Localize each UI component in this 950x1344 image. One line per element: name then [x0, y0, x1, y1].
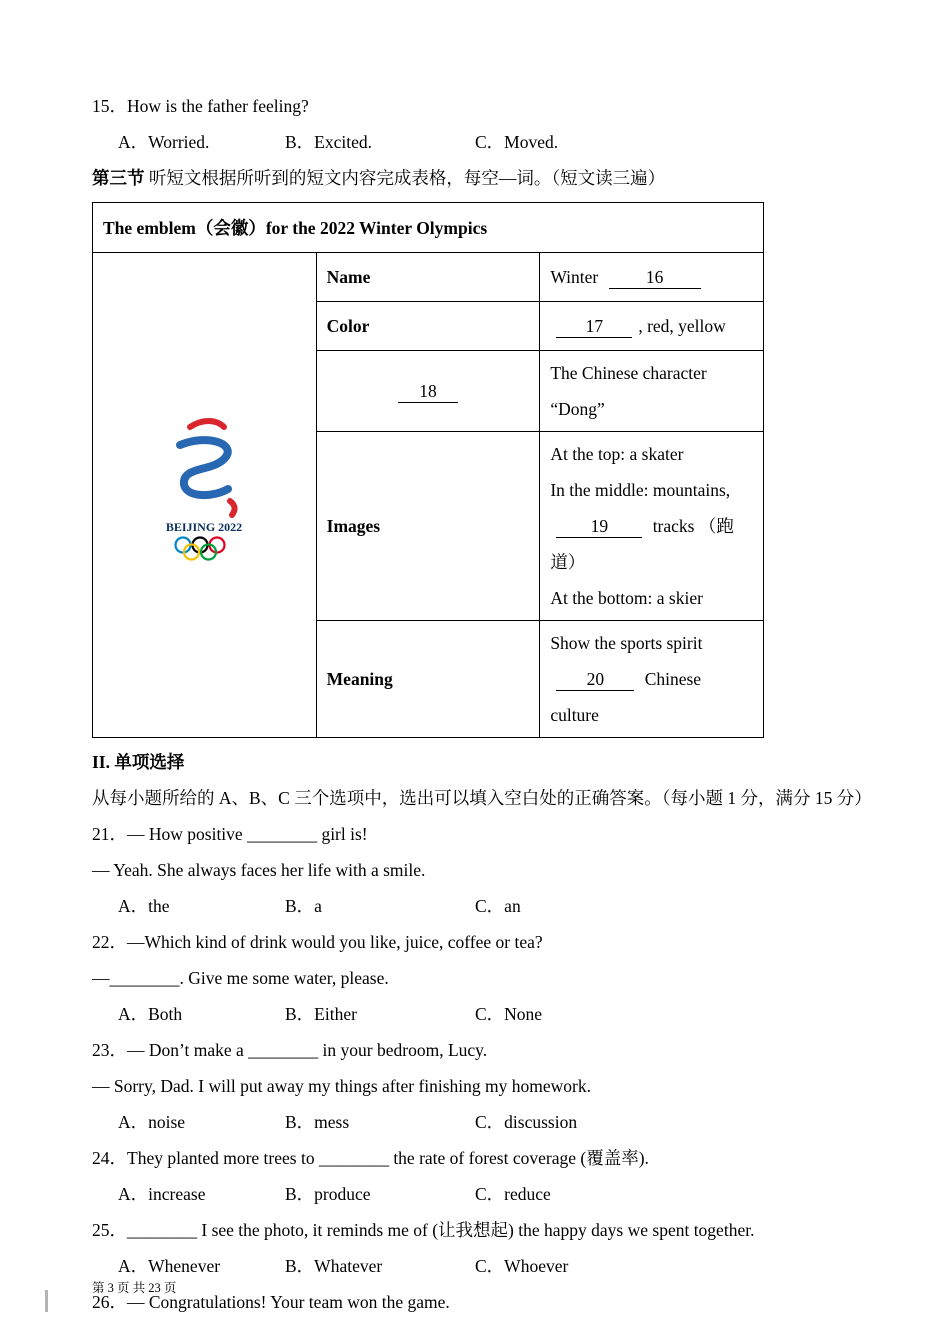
option-c: C．an — [475, 896, 521, 916]
question-line: 21．— How positive ________ girl is! — [92, 824, 368, 844]
page-footer: 第 3 页 共 23 页 — [92, 1281, 177, 1295]
blank-19: 19 — [556, 515, 642, 538]
option-c: C．None — [475, 1004, 543, 1024]
row-label-color: Color — [316, 302, 540, 351]
section3-label: 第三节 — [92, 168, 145, 188]
option-a: A．the — [118, 896, 170, 916]
table-row — [93, 253, 764, 302]
blank-16: 16 — [609, 266, 701, 289]
option-a: A．increase — [118, 1184, 206, 1204]
option-a: A．Both — [118, 1004, 183, 1024]
question-line: — Sorry, Dad. I will put away my things after finishing my homework. — [92, 1076, 591, 1096]
row-label-blank-18 — [316, 351, 540, 432]
question-25 — [92, 1212, 868, 1284]
question-15 — [92, 88, 868, 160]
question-21 — [92, 816, 868, 924]
emblem-wordmark: BEIJING 2022 — [166, 520, 243, 534]
option-b: B．Excited. — [285, 132, 372, 152]
section3-desc: 听短文根据所听到的短文内容完成表格，每空—词。（短文读三遍） — [144, 168, 666, 188]
question-line: 24．They planted more trees to ________ the rate of forest coverage (覆盖率). — [92, 1148, 649, 1168]
option-row — [92, 124, 868, 160]
question-line: 26．— Congratulations! Your team won the game. — [92, 1292, 450, 1312]
question-line: 23．— Don’t make a ________ in your bedroom, Lucy. — [92, 1040, 488, 1060]
table-title: The emblem（会徽）for the 2022 Winter Olympics — [93, 203, 764, 253]
option-c: C．reduce — [475, 1184, 551, 1204]
option-a: A．Whenever — [118, 1256, 221, 1276]
row-label-images: Images — [316, 432, 540, 621]
question-text: 15．How is the father feeling? — [92, 96, 309, 116]
images-line-middle — [550, 472, 753, 580]
option-c: C．discussion — [475, 1112, 578, 1132]
option-c: C．Moved. — [475, 132, 559, 152]
row-content-name — [540, 253, 764, 302]
row-label-name: Name — [316, 253, 540, 302]
section2-heading: II. 单项选择 — [92, 752, 185, 772]
row-content-character: The Chinese character “Dong” — [540, 351, 764, 432]
section3-heading — [92, 160, 868, 196]
option-b: B．Either — [285, 1004, 357, 1024]
images-middle-pre: In the middle: mountains, — [550, 480, 731, 500]
blank-20: 20 — [556, 668, 634, 691]
option-row — [92, 1104, 868, 1140]
blank-18: 18 — [398, 380, 458, 403]
images-middle-post: tracks （跑道） — [550, 516, 734, 572]
emblem-image-cell — [93, 253, 317, 738]
beijing-2022-emblem-icon — [148, 413, 260, 565]
name-pre-text: Winter — [550, 267, 599, 287]
option-b: B．produce — [285, 1184, 371, 1204]
option-c: C．Whoever — [475, 1256, 569, 1276]
option-row — [92, 1176, 868, 1212]
page-edge-mark — [45, 1290, 48, 1312]
table-title-row — [93, 203, 764, 253]
row-content-color — [540, 302, 764, 351]
question-22 — [92, 924, 868, 1032]
option-row — [92, 996, 868, 1032]
color-post-text: , red, yellow — [638, 316, 726, 336]
images-line-bottom: At the bottom: a skier — [550, 588, 703, 608]
option-row — [92, 888, 868, 924]
emblem-table — [92, 202, 764, 738]
blank-17: 17 — [556, 315, 632, 338]
question-line: 22．—Which kind of drink would you like, juice, coffee or tea? — [92, 932, 543, 952]
images-line-top: At the top: a skater — [550, 444, 684, 464]
option-a: A．Worried. — [118, 132, 210, 152]
question-line: 25．________ I see the photo, it reminds me of (让我想起) the happy days we spent together. — [92, 1220, 755, 1240]
row-content-meaning — [540, 621, 764, 738]
option-row — [92, 1248, 868, 1284]
option-b: B．a — [285, 896, 322, 916]
option-a: A．noise — [118, 1112, 186, 1132]
question-24 — [92, 1140, 868, 1212]
row-label-meaning: Meaning — [316, 621, 540, 738]
meaning-post-text: Chinese culture — [550, 669, 702, 725]
option-b: B．mess — [285, 1112, 350, 1132]
question-line: — Yeah. She always faces her life with a smile. — [92, 860, 426, 880]
question-23 — [92, 1032, 868, 1140]
row-content-images — [540, 432, 764, 621]
option-b: B．Whatever — [285, 1256, 383, 1276]
question-line: —________. Give me some water, please. — [92, 968, 389, 988]
meaning-line-1: Show the sports spirit — [550, 633, 703, 653]
section2-instruction: 从每小题所给的 A、B、C 三个选项中，选出可以填入空白处的正确答案。（每小题 1 分，满分 15 分） — [92, 788, 872, 808]
olympic-rings-icon — [176, 538, 225, 560]
meaning-line-2 — [550, 661, 753, 733]
question-26 — [92, 1284, 868, 1320]
